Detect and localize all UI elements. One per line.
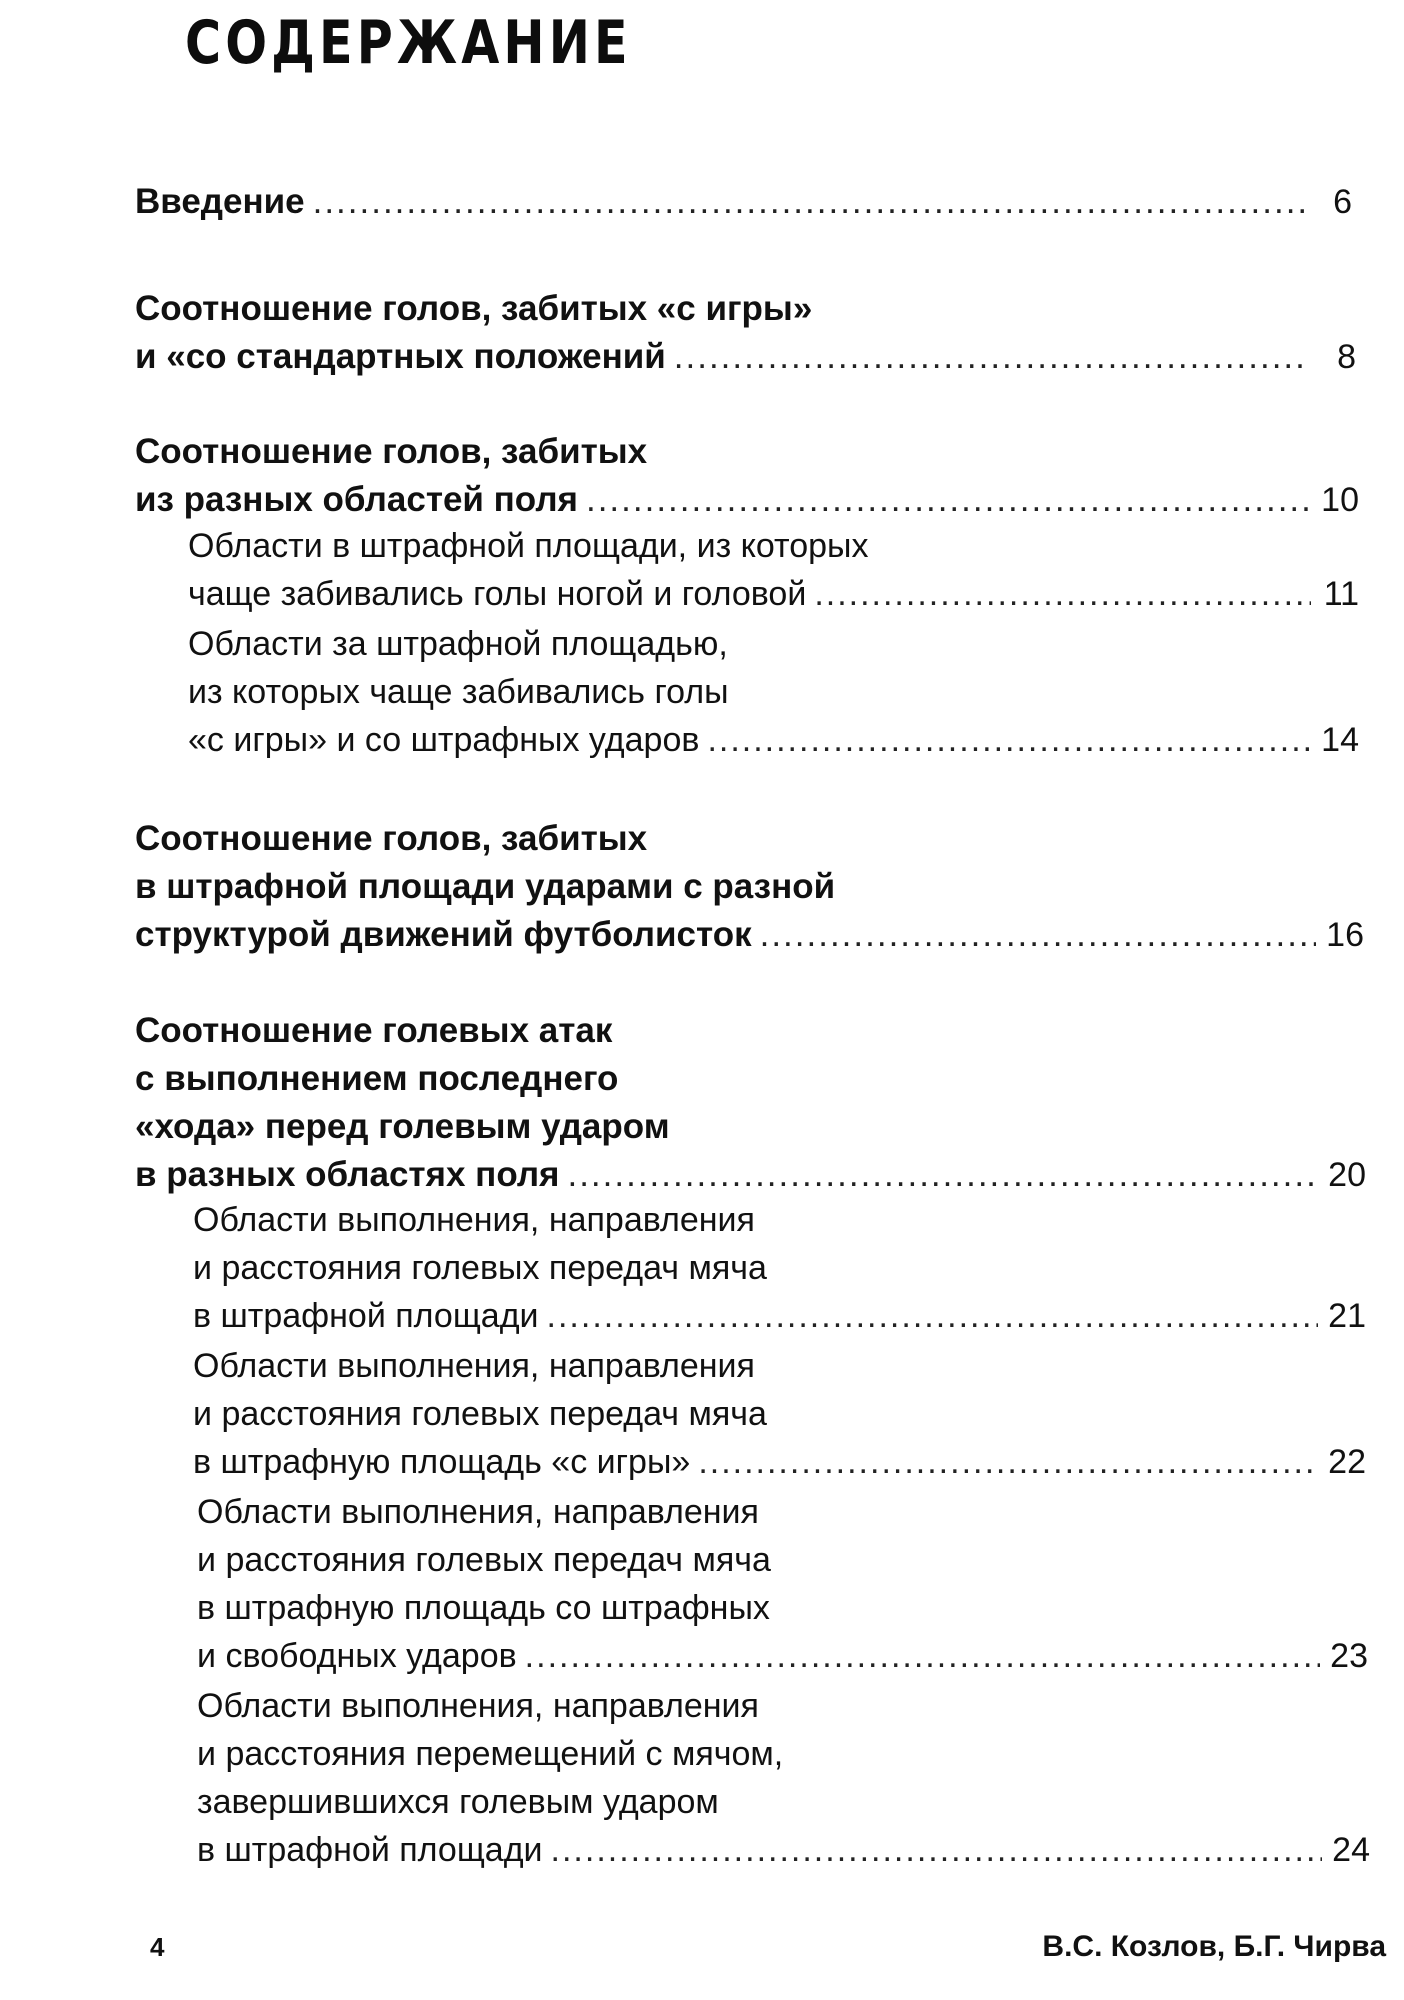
dot-leader <box>567 1151 1318 1199</box>
toc-entry-title-line: и расстояния голевых передач мяча <box>193 1395 767 1433</box>
toc-entry <box>135 1007 1366 1199</box>
toc-entry-title-line: в штрафной площади <box>197 1831 543 1869</box>
toc-entry-title-line: в штрафной площади <box>193 1297 539 1335</box>
toc-entry-title-line: и свободных ударов <box>197 1637 517 1675</box>
toc-entry-page-number: 24 <box>1332 1831 1370 1869</box>
toc-entry-title-line: Соотношение голов, забитых «с игры» <box>135 289 813 328</box>
toc-entry-title-line: Соотношение голов, забитых <box>135 432 648 471</box>
toc-entry-page-number: 10 <box>1321 481 1359 519</box>
toc-entry-title-line: в штрафную площадь «с игры» <box>193 1443 691 1481</box>
toc-entry-title-line: в штрафную площадь со штрафных <box>197 1589 770 1627</box>
toc-entry-title-line: Введение <box>135 182 305 221</box>
toc-entry <box>197 1682 1370 1874</box>
toc-entry-title-line: Области выполнения, направления <box>197 1493 759 1531</box>
toc-entry-title-line: и расстояния голевых передач мяча <box>193 1249 767 1287</box>
toc-entry-title-line: с выполнением последнего <box>135 1059 619 1098</box>
toc-entry <box>193 1342 1366 1486</box>
toc-entry-page-number: 8 <box>1337 338 1356 376</box>
dot-leader <box>707 716 1311 764</box>
toc-entry-title-line: Области выполнения, направления <box>193 1347 755 1385</box>
dot-leader <box>698 1438 1318 1486</box>
toc-entry-title-line: Соотношение голевых атак <box>135 1011 613 1050</box>
toc-entry <box>193 1196 1366 1340</box>
toc-entry-title-line: «хода» перед голевым ударом <box>135 1107 670 1146</box>
dot-leader <box>586 476 1311 524</box>
toc-entry-title-line: из разных областей поля <box>135 480 578 519</box>
toc-entry-title-line: и расстояния перемещений с мячом, <box>197 1735 784 1773</box>
toc-entry-title-line: «с игры» и со штрафных ударов <box>188 721 700 759</box>
toc-entry-page-number: 6 <box>1333 183 1352 221</box>
toc-entry-page-number: 11 <box>1323 575 1359 613</box>
toc-entry-page-number: 23 <box>1330 1637 1368 1675</box>
toc-entry <box>135 428 1359 524</box>
dot-leader <box>674 333 1308 381</box>
toc-entry <box>135 178 1352 226</box>
toc-entry-title-line: в штрафной площади ударами с разной <box>135 867 836 906</box>
toc-entry-title-line: в разных областях поля <box>135 1155 560 1194</box>
book-authors: В.С. Козлов, Б.Г. Чирва <box>1042 1930 1386 1963</box>
dot-leader <box>760 911 1316 959</box>
toc-entry-title-line: Соотношение голов, забитых <box>135 819 648 858</box>
toc-entry-title-line: структурой движений футболисток <box>135 915 752 954</box>
toc-entry <box>135 815 1364 959</box>
toc-entry <box>135 285 1356 381</box>
dot-leader <box>547 1292 1318 1340</box>
toc-entry-page-number: 20 <box>1328 1156 1366 1194</box>
toc-entry-title-line: завершившихся голевым ударом <box>197 1783 719 1821</box>
page-number: 4 <box>150 1932 165 1962</box>
toc-entry-title-line: чаще забивались голы ногой и головой <box>188 575 807 613</box>
toc-entry-title-line: Области выполнения, направления <box>197 1687 759 1725</box>
toc-entry-title-line: Области выполнения, направления <box>193 1201 755 1239</box>
toc-entry-page-number: 21 <box>1328 1297 1366 1335</box>
toc-entry-title-line: из которых чаще забивались голы <box>188 673 729 711</box>
dot-leader <box>814 570 1311 618</box>
toc-entry-title-line: Области за штрафной площадью, <box>188 625 728 663</box>
toc-entry-title-line: Области в штрафной площади, из которых <box>188 527 869 565</box>
toc-entry-title-line: и расстояния голевых передач мяча <box>197 1541 771 1579</box>
dot-leader <box>551 1826 1322 1874</box>
dot-leader <box>313 178 1304 226</box>
toc-entry-page-number: 16 <box>1326 916 1364 954</box>
page-title: СОДЕРЖАНИЕ <box>185 8 632 78</box>
toc-entry <box>188 620 1359 764</box>
toc-entry-page-number: 22 <box>1328 1443 1366 1481</box>
dot-leader <box>525 1632 1320 1680</box>
toc-entry <box>197 1488 1368 1680</box>
toc-entry-title-line: и «со стандартных положений <box>135 337 666 376</box>
toc-entry <box>188 522 1359 618</box>
toc-entry-page-number: 14 <box>1321 721 1359 759</box>
